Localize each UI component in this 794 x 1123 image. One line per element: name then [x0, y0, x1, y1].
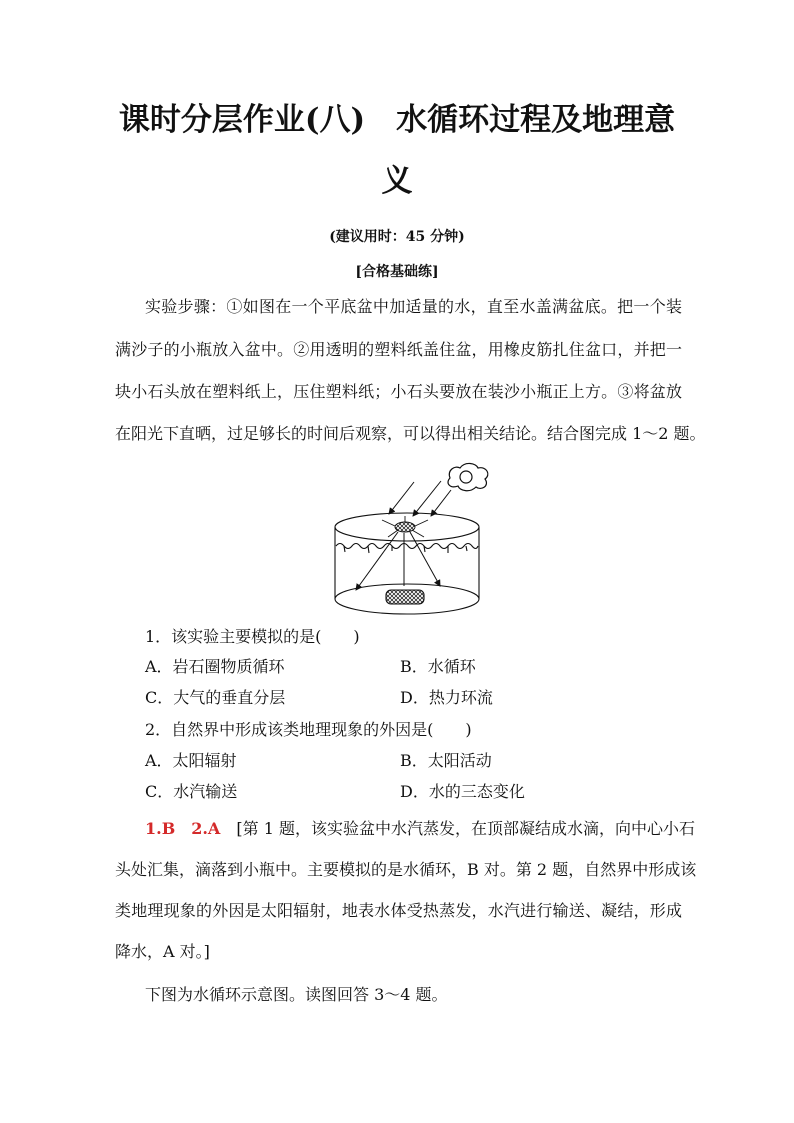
next-prompt: 下图为水循环示意图。读图回答 3～4 题。 — [145, 985, 448, 1004]
intro-line: 块小石头放在塑料纸上，压住塑料纸；小石头要放在装沙小瓶正上方。③将盆放 — [115, 382, 682, 401]
sunlight-arrow-icon — [389, 481, 451, 516]
suggested-time: (建议用时：45 分钟) — [329, 229, 465, 245]
option-a: A．太阳辐射 — [145, 751, 237, 770]
page-title-line-1: 课时分层作业(八) 水循环过程及地理意 — [118, 102, 676, 138]
intro-line: 实验步骤：①如图在一个平底盆中加适量的水，直至水盖满盆底。把一个装 — [145, 297, 682, 316]
sun-icon — [448, 463, 488, 490]
section-heading: [合格基础练] — [355, 264, 439, 280]
stone-icon — [382, 516, 428, 537]
answer-line: 类地理现象的外因是太阳辐射，地表水体受热蒸发，水汽进行输送、凝结，形成 — [115, 901, 682, 920]
option-d: D．水的三态变化 — [400, 782, 525, 801]
intro-line: 在阳光下直晒，过足够长的时间后观察，可以得出相关结论。结合图完成 1～2 题。 — [115, 424, 706, 443]
option-c: C．水汽输送 — [145, 782, 238, 801]
option-d: D．热力环流 — [400, 688, 493, 707]
question-stem: 1．该实验主要模拟的是( ) — [145, 627, 360, 646]
answer-line — [145, 819, 695, 839]
option-b: B．水循环 — [400, 657, 476, 676]
answer-key: 1.B 2.A — [145, 819, 221, 838]
page-title-line-2: 义 — [381, 163, 413, 199]
answer-text: [第 1 题，该实验盆中水汽蒸发，在顶部凝结成水滴，向中心小石 — [236, 819, 695, 838]
intro-line: 满沙子的小瓶放入盆中。②用透明的塑料纸盖住盆，用橡皮筋扎住盆口，并把一 — [115, 340, 682, 359]
option-b: B．太阳活动 — [400, 751, 492, 770]
experiment-figure — [330, 455, 495, 620]
answer-line: 头处汇集，滴落到小瓶中。主要模拟的是水循环，B 对。第 2 题，自然界中形成该 — [115, 860, 697, 879]
option-c: C．大气的垂直分层 — [145, 688, 286, 707]
answer-line: 降水，A 对。] — [115, 942, 210, 961]
sand-bottle-icon — [386, 590, 424, 604]
option-a: A．岩石圈物质循环 — [145, 657, 285, 676]
question-stem: 2．自然界中形成该类地理现象的外因是( ) — [145, 720, 472, 739]
